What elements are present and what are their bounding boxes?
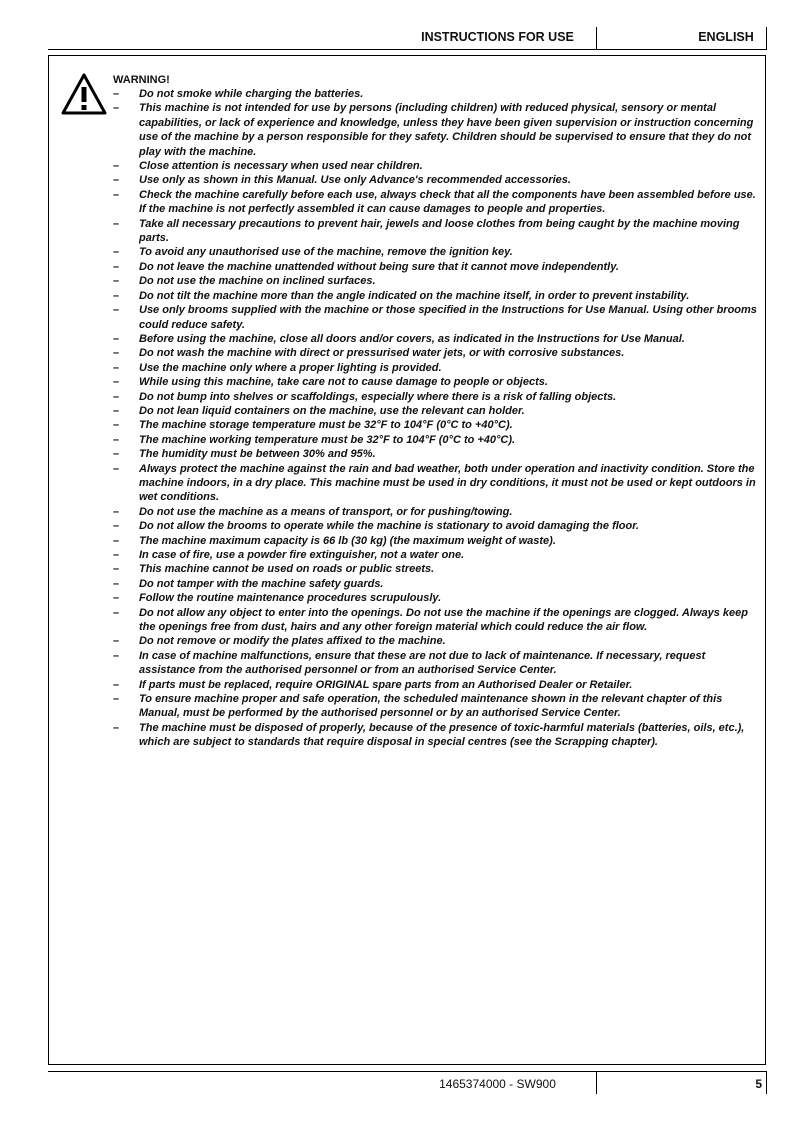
warning-item-text: In case of machine malfunctions, ensure that these are not due to lack of maintenance. If necessary, request assistance from the authorised personnel or from an authorised Service Center.	[139, 649, 706, 677]
warning-item-text: This machine cannot be used on roads or public streets.	[139, 563, 435, 576]
dash-bullet: –	[113, 361, 120, 374]
footer-rule	[48, 1071, 767, 1072]
warning-item	[113, 375, 758, 389]
dash-bullet: –	[113, 390, 120, 403]
warning-item	[113, 159, 758, 173]
header-rule	[48, 49, 767, 50]
warning-item-text: Before using the machine, close all doors and/or covers, as indicated in the Instructions for Use Manual.	[139, 332, 685, 345]
warning-item	[113, 447, 758, 461]
warning-item-text: This machine is not intended for use by persons (including children) with reduced physical, sensory or mental capabilities, or lack of experience and knowledge, unless they have been given supervision or instruction concerning use of the machine by a person responsible for they safety. Children should be supervised to ensure that they do not play with the machine.	[139, 102, 754, 158]
warning-item	[113, 390, 758, 404]
warning-item	[113, 332, 758, 346]
warning-item-text: Take all necessary precautions to prevent hair, jewels and loose clothes from being caught by the machine moving parts.	[139, 217, 740, 245]
warning-item-text: Always protect the machine against the rain and bad weather, both under operation and inactivity condition. Store the machine indoors, in a dry place. This machine must be used in dry conditions, it must not be used or kept outdoors in wet conditions.	[139, 462, 756, 504]
warning-item-text: Use only brooms supplied with the machine or those specified in the Instructions for Use Manual. Using other brooms could reduce safety.	[139, 304, 757, 331]
warning-item-text: Do not allow the brooms to operate while the machine is stationary to avoid damaging the floor.	[139, 520, 639, 533]
header-language: ENGLISH	[698, 30, 754, 44]
dash-bullet: –	[113, 693, 120, 706]
warning-item	[113, 433, 758, 447]
dash-bullet: –	[113, 332, 120, 345]
warning-item-text: In case of fire, use a powder fire extinguisher, not a water one.	[139, 549, 465, 561]
warning-item	[113, 548, 758, 562]
dash-bullet: –	[113, 347, 120, 360]
warning-item	[113, 418, 758, 432]
dash-bullet: –	[113, 376, 120, 389]
warning-item	[113, 289, 758, 303]
warning-item-text: Close attention is necessary when used near children.	[139, 160, 423, 173]
warning-item	[113, 606, 758, 635]
warning-item	[113, 101, 758, 159]
dash-bullet: –	[113, 563, 120, 576]
footer-page-number: 5	[755, 1077, 762, 1091]
warning-item	[113, 505, 758, 519]
warning-item	[113, 303, 758, 332]
dash-bullet: –	[113, 217, 120, 230]
warning-item	[113, 404, 758, 418]
warning-title: WARNING!	[113, 74, 170, 86]
warning-item-text: Do not use the machine as a means of transport, or for pushing/towing.	[139, 505, 513, 518]
warning-item-text: Do not leave the machine unattended without being sure that it cannot move independently.	[139, 260, 619, 273]
warning-item	[113, 591, 758, 605]
dash-bullet: –	[113, 649, 120, 662]
warning-item	[113, 562, 758, 576]
warning-item-text: The humidity must be between 30% and 95%.	[139, 448, 376, 461]
warning-item-text: Check the machine carefully before each use, always check that all the components have been assembled before use. If the machine is not perfectly assembled it can cause damages to people and properties.	[139, 188, 756, 216]
header-title: INSTRUCTIONS FOR USE	[421, 30, 574, 44]
dash-bullet: –	[113, 462, 120, 475]
dash-bullet: –	[113, 678, 120, 691]
dash-bullet: –	[113, 246, 120, 259]
warning-item-text: While using this machine, take care not to cause damage to people or objects.	[139, 376, 548, 389]
warning-item-text: If parts must be replaced, require ORIGINAL spare parts from an Authorised Dealer or Retailer.	[139, 678, 633, 691]
dash-bullet: –	[113, 635, 120, 648]
warning-item	[113, 634, 758, 648]
dash-bullet: –	[113, 188, 120, 201]
dash-bullet: –	[113, 304, 120, 317]
dash-bullet: –	[113, 174, 120, 187]
warning-item	[113, 721, 758, 750]
dash-bullet: –	[113, 404, 120, 417]
warning-item-text: To ensure machine proper and safe operation, the scheduled maintenance shown in the relevant chapter of this Manual, must be performed by the authorised personnel or by an authorised Service Center.	[139, 693, 723, 720]
warning-item	[113, 260, 758, 274]
warning-item-text: Do not smoke while charging the batteries.	[139, 88, 364, 100]
header-right-border	[766, 27, 767, 49]
warning-item-text: The machine must be disposed of properly, because of the presence of toxic-harmful materials (batteries, oils, etc.), which are subject to standards that require disposal in special centres (see the Scrapping chapter).	[139, 721, 745, 749]
dash-bullet: –	[113, 275, 120, 288]
warning-item	[113, 692, 758, 721]
dash-bullet: –	[113, 88, 120, 100]
warning-item	[113, 346, 758, 360]
warning-item	[113, 245, 758, 259]
warning-item-text: Do not tamper with the machine safety guards.	[139, 577, 384, 590]
warning-item	[113, 274, 758, 288]
dash-bullet: –	[113, 448, 120, 461]
warning-item-text: Do not lean liquid containers on the machine, use the relevant can holder.	[139, 404, 525, 417]
warning-item-text: Do not allow any object to enter into the openings. Do not use the machine if the openings are clogged. Always keep the openings free from dust, hairs and any other foreign material which could reduce the air flow.	[139, 606, 748, 634]
dash-bullet: –	[113, 534, 120, 547]
dash-bullet: –	[113, 606, 120, 619]
warning-item-text: The machine maximum capacity is 66 lb (30 kg) (the maximum weight of waste).	[139, 534, 556, 547]
dash-bullet: –	[113, 419, 120, 432]
dash-bullet: –	[113, 549, 120, 561]
dash-bullet: –	[113, 160, 120, 173]
warning-item-text: Use the machine only where a proper lighting is provided.	[139, 361, 442, 374]
warning-item-text: The machine storage temperature must be 32°F to 104°F (0°C to +40°C).	[139, 419, 513, 432]
warning-item	[113, 534, 758, 548]
warning-item-text: Do not wash the machine with direct or pressurised water jets, or with corrosive substances.	[139, 347, 625, 360]
warning-item	[113, 217, 758, 246]
warning-item-text: The machine working temperature must be 32°F to 104°F (0°C to +40°C).	[139, 433, 516, 446]
warning-item-text: Do not tilt the machine more than the angle indicated on the machine itself, in order to prevent instability.	[139, 289, 690, 302]
dash-bullet: –	[113, 520, 120, 533]
header-divider	[596, 27, 597, 49]
dash-bullet: –	[113, 505, 120, 518]
dash-bullet: –	[113, 592, 120, 605]
warning-item	[113, 649, 758, 678]
warning-item	[113, 173, 758, 187]
warning-triangle-icon	[60, 72, 108, 116]
warning-item-text: Do not use the machine on inclined surfaces.	[139, 275, 376, 288]
footer-right-border	[766, 1072, 767, 1094]
warning-item	[113, 87, 758, 101]
dash-bullet: –	[113, 577, 120, 590]
footer-document-code: 1465374000 - SW900	[439, 1077, 556, 1091]
dash-bullet: –	[113, 102, 120, 115]
warning-item-text: Do not remove or modify the plates affixed to the machine.	[139, 635, 446, 648]
dash-bullet: –	[113, 721, 120, 734]
warning-item-text: Follow the routine maintenance procedures scrupulously.	[139, 592, 442, 605]
dash-bullet: –	[113, 433, 120, 446]
warning-item-text: Do not bump into shelves or scaffoldings, especially where there is a risk of falling objects.	[139, 390, 617, 403]
warning-item	[113, 678, 758, 692]
warning-item-text: Use only as shown in this Manual. Use only Advance's recommended accessories.	[139, 174, 571, 187]
warning-item-text: To avoid any unauthorised use of the machine, remove the ignition key.	[139, 246, 513, 259]
warning-item	[113, 462, 758, 505]
warning-item	[113, 361, 758, 375]
footer-divider	[596, 1072, 597, 1094]
warning-list	[113, 87, 758, 750]
dash-bullet: –	[113, 260, 120, 273]
warning-item	[113, 188, 758, 217]
warning-item	[113, 519, 758, 533]
dash-bullet: –	[113, 289, 120, 302]
warning-item	[113, 577, 758, 591]
